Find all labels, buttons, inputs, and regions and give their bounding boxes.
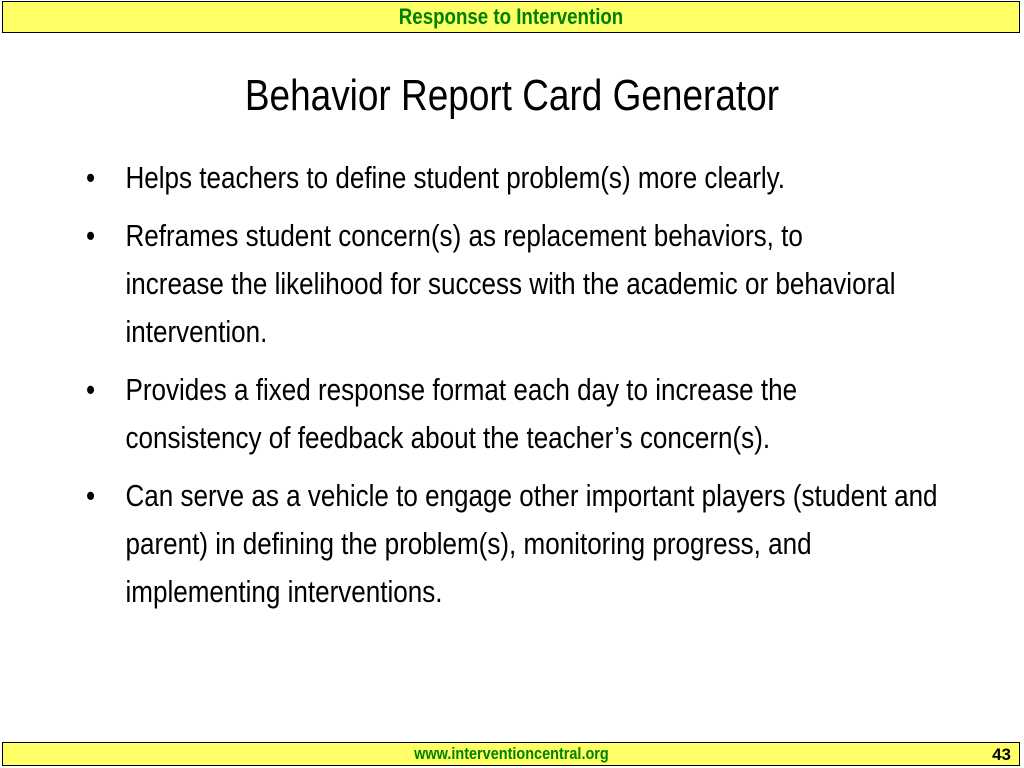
bullet-dot-icon: • xyxy=(86,372,96,407)
bullet-item xyxy=(86,212,907,356)
bullet-list xyxy=(86,154,938,626)
bullet-text: Helps teachers to define student problem(s) more clearly. xyxy=(125,160,785,195)
bullet-item xyxy=(86,472,957,616)
bullet-dot-icon: • xyxy=(86,218,96,253)
bullet-text: Provides a fixed response format each day to increase the consistency of feedback about the teacher’s concern(s). xyxy=(125,372,798,455)
footer-banner xyxy=(2,742,1020,766)
bullet-text: Can serve as a vehicle to engage other important players (student and parent) in defining the problem(s), monitoring progress, and implementing interventions. xyxy=(125,478,938,609)
bullet-text: Reframes student concern(s) as replacement behaviors, to increase the likelihood for success with the academic or behavioral intervention. xyxy=(125,218,896,349)
slide-title xyxy=(0,68,1024,124)
header-banner xyxy=(2,1,1020,33)
page-number: 43 xyxy=(992,745,1011,764)
bullet-dot-icon: • xyxy=(86,160,96,195)
bullet-dot-icon: • xyxy=(86,478,96,513)
footer-url xyxy=(3,743,1019,765)
slide-title-text: Behavior Report Card Generator xyxy=(244,71,780,120)
footer-url-link[interactable]: www.interventioncentral.org xyxy=(413,744,609,763)
bullet-item xyxy=(86,154,865,202)
header-banner-text: Response to Intervention xyxy=(398,4,624,29)
bullet-item xyxy=(86,366,923,462)
